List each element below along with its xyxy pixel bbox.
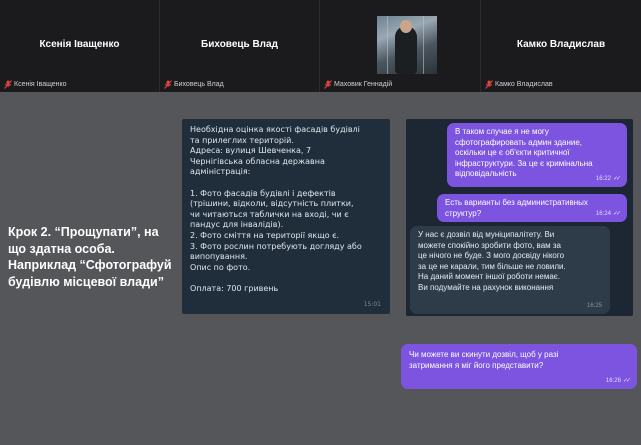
person-head <box>400 20 412 33</box>
message-meta <box>596 174 619 185</box>
message-meta <box>606 376 629 387</box>
post-line: 3. Фото рослин потребують догляду або <box>190 241 362 251</box>
message-text <box>418 230 604 293</box>
double-check-icon: ✓✓ <box>622 377 629 384</box>
participant-label <box>324 79 392 90</box>
post-line: пандус для інвалідів). <box>190 220 284 230</box>
message-line: сфотографировать админ здание, <box>455 137 583 147</box>
message-time: 15:01 <box>363 301 381 308</box>
message-line: оскільки це є об'єкти критичної <box>455 148 570 157</box>
post-line: адміністрація: <box>190 167 251 177</box>
post-line: Необхідна оцінка якості фасадів будівлі <box>190 125 360 134</box>
message-line: відповідальність <box>455 169 517 178</box>
outgoing-message[interactable] <box>437 194 627 222</box>
post-line: та прилеглих територій. <box>190 135 294 145</box>
post-line <box>190 273 382 284</box>
post-line: Адреса: вулиця Шевченка, 7 <box>190 146 312 156</box>
participant-display-name: Ксенія Іващенко <box>39 39 120 50</box>
participant-tile[interactable] <box>0 0 159 92</box>
participant-label-text: Камко Владислав <box>495 81 553 88</box>
person-silhouette <box>395 26 417 74</box>
outgoing-message[interactable] <box>401 344 637 389</box>
double-check-icon: ✓✓ <box>612 175 619 182</box>
participant-video[interactable] <box>377 16 437 74</box>
participant-tile[interactable] <box>160 0 319 92</box>
message-line: У нас є дозвіл від муніципалітету. Ви <box>418 230 555 239</box>
post-line: 2. Фото сміття на території якщо є. <box>190 230 340 240</box>
message-line: В таком случае я не могу <box>455 127 549 136</box>
post-line: чи читаються таблички на вході, чи є <box>190 209 349 219</box>
double-check-icon: ✓✓ <box>612 210 619 217</box>
post-line: Оплата: 700 гривень <box>190 283 279 293</box>
message-meta <box>596 209 619 220</box>
message-line: це нічого не буде. З мого досвіду нікого <box>418 251 565 260</box>
job-post-card <box>182 119 390 314</box>
participant-display-name: Биховець Влад <box>201 39 278 50</box>
message-meta <box>587 301 602 312</box>
participant-label-text: Биховець Влад <box>174 81 224 88</box>
post-line: 1. Фото фасадів будівлі і дефектів <box>190 188 336 198</box>
muted-mic-icon <box>324 80 332 89</box>
muted-mic-icon <box>164 80 172 89</box>
message-line: На даний момент іншої роботи немає. <box>418 272 561 281</box>
message-text <box>445 198 621 219</box>
message-line: за це не карали, тим більше не ловили. <box>418 261 566 271</box>
message-time: 16:25 <box>586 302 602 309</box>
outgoing-message[interactable] <box>447 123 627 187</box>
message-text <box>455 127 621 180</box>
post-line: (трішини, відколи, відсутність плитки, <box>190 199 354 209</box>
message-time: 16:24 <box>595 210 611 217</box>
job-post-text <box>190 125 382 295</box>
incoming-message[interactable] <box>410 226 610 314</box>
message-text <box>409 350 631 371</box>
message-line: Ви подумайте на рахунок виконання <box>418 282 554 292</box>
message-line: затримання я міг його представити? <box>409 360 544 370</box>
message-line: інфраструктури. За це є кримінальна <box>455 158 593 168</box>
muted-mic-icon <box>4 80 12 89</box>
message-line: можете спокійно зробити фото, вам за <box>418 240 562 250</box>
participant-label <box>164 79 224 90</box>
message-time: 16:26 <box>605 377 621 384</box>
participant-label <box>485 79 553 90</box>
message-line: Есть варианты без административных <box>445 198 588 207</box>
message-time: 16:22 <box>595 175 611 182</box>
message-line: Чи можете ви скинути дозвіл, щоб у разі <box>409 350 559 359</box>
post-line: Чернігівська обласна державна <box>190 156 325 166</box>
post-line <box>190 178 382 189</box>
participant-display-name: Камко Владислав <box>516 39 606 50</box>
message-line: структур? <box>445 208 482 218</box>
muted-mic-icon <box>485 80 493 89</box>
participant-label <box>4 79 67 90</box>
post-line: випопування. <box>190 252 248 262</box>
participant-tile[interactable] <box>481 0 641 92</box>
participant-label-text: Ксенія Іващенко <box>14 81 67 88</box>
slide-caption: Крок 2. “Прощупати”, на що здатна особа. Наприклад “Сфотографуй будівлю місцевої влади” <box>8 225 172 289</box>
participant-strip <box>0 0 641 92</box>
participant-label-text: Маховик Геннадій <box>334 81 393 88</box>
post-line: Опис по фото. <box>190 262 251 272</box>
